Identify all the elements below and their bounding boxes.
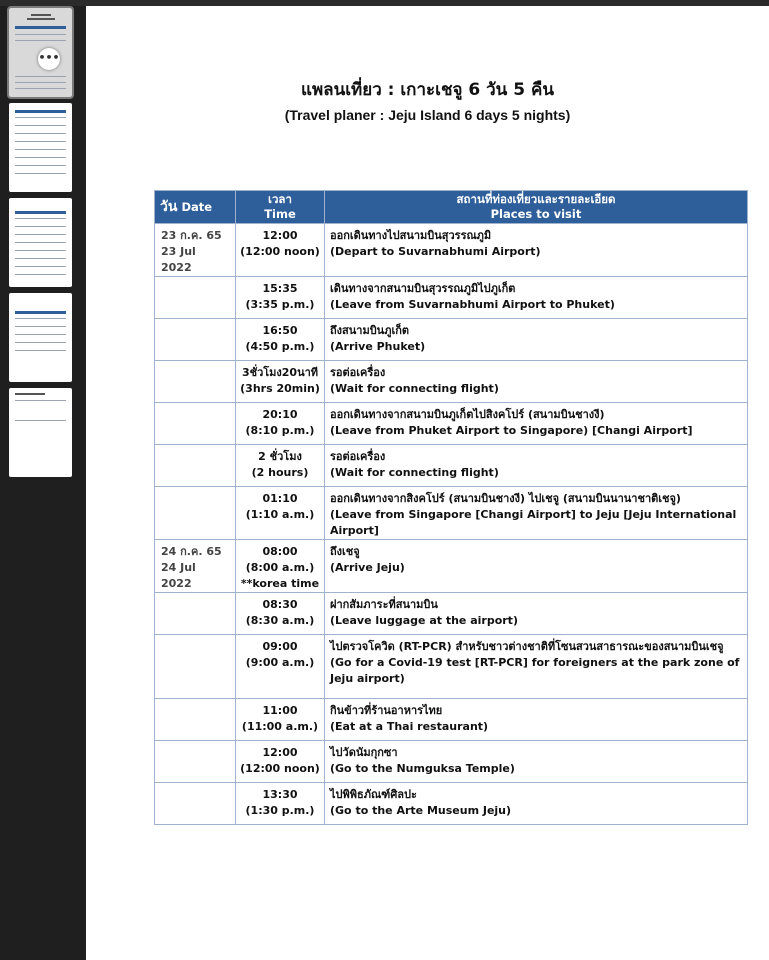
time-column-header: เวลา Time (236, 191, 325, 224)
place-cell-line: (Leave from Suvarnabhumi Airport to Phuket) (330, 298, 615, 311)
time-cell (236, 635, 325, 699)
date-cell (155, 783, 236, 825)
place-cell (325, 224, 748, 277)
date-cell (155, 593, 236, 635)
time-cell-line: 16:50 (262, 324, 298, 337)
place-cell-line: กินข้าวที่ร้านอาหารไทย (330, 704, 443, 717)
time-cell-line: 08:30 (262, 598, 298, 611)
place-cell (325, 635, 748, 699)
time-cell-line: 01:10 (262, 492, 298, 505)
date-cell-line: 24 Jul 2022 (161, 561, 196, 590)
date-cell-line: 24 ก.ค. 65 (161, 545, 222, 558)
place-cell-line: (Arrive Phuket) (330, 340, 426, 353)
time-cell-line: (2 hours) (251, 466, 309, 479)
table-header-row (155, 191, 748, 224)
time-cell-line: **korea time (240, 577, 320, 590)
place-cell-line: (Leave from Singapore [Changi Airport] to Jeju [Jeju International Airport] (330, 508, 737, 537)
place-cell-line: เดินทางจากสนามบินสุวรรณภูมิไปภูเก็ต (330, 282, 516, 295)
place-cell-line: ถึงเชจู (330, 545, 360, 558)
place-cell (325, 783, 748, 825)
page-thumbnail-1[interactable] (9, 8, 72, 97)
place-cell-line: (Depart to Suvarnabhumi Airport) (330, 245, 541, 258)
date-cell (155, 487, 236, 540)
time-cell (236, 487, 325, 540)
date-cell (155, 224, 236, 277)
place-cell (325, 277, 748, 319)
document-page (86, 6, 769, 960)
page-thumbnail-3[interactable] (9, 198, 72, 287)
time-cell (236, 361, 325, 403)
date-cell (155, 635, 236, 699)
time-cell (236, 783, 325, 825)
time-cell-line: (8:30 a.m.) (245, 614, 315, 627)
place-cell-line: (Leave from Phuket Airport to Singapore) [Changi Airport] (330, 424, 693, 437)
place-cell-line: ไปพิพิธภัณฑ์ศิลปะ (330, 788, 417, 801)
time-cell-line: (9:00 a.m.) (245, 656, 315, 669)
time-cell-line: (12:00 noon) (240, 762, 320, 775)
time-cell-line: (1:10 a.m.) (245, 508, 315, 521)
time-cell (236, 741, 325, 783)
place-cell (325, 699, 748, 741)
date-cell-line: 23 Jul 2022 (161, 245, 196, 274)
table-row (155, 783, 748, 825)
page-thumbnail-4[interactable] (9, 293, 72, 382)
date-cell (155, 445, 236, 487)
place-cell-line: ไปตรวจโควิด (RT-PCR) สำหรับชาวต่างชาติที่โซนสวนสาธารณะของสนามบินเชจู (330, 640, 724, 653)
place-column-header: สถานที่ท่องเที่ยวและรายละเอียด Places to visit (325, 191, 748, 224)
place-cell (325, 487, 748, 540)
table-row (155, 540, 748, 593)
page-title-thai: แพลนเที่ยว : เกาะเชจู 6 วัน 5 คืน (301, 80, 554, 100)
table-row (155, 445, 748, 487)
time-cell-line: 20:10 (262, 408, 298, 421)
place-cell-line: (Wait for connecting flight) (330, 466, 499, 479)
table-row (155, 277, 748, 319)
date-cell (155, 319, 236, 361)
place-cell-line: (Wait for connecting flight) (330, 382, 499, 395)
table-row (155, 699, 748, 741)
place-cell (325, 540, 748, 593)
time-cell (236, 224, 325, 277)
date-column-header: วัน Date (155, 191, 236, 224)
place-cell (325, 741, 748, 783)
time-cell-line: 08:00 (262, 545, 298, 558)
place-cell (325, 445, 748, 487)
table-row (155, 361, 748, 403)
time-cell (236, 403, 325, 445)
time-cell-line: 2 ชั่วโมง (258, 450, 302, 463)
place-cell-line: ไปวัดนัมกุกซา (330, 746, 398, 759)
date-cell (155, 277, 236, 319)
date-cell (155, 540, 236, 593)
page-thumbnail-sidebar (0, 6, 86, 960)
time-cell (236, 540, 325, 593)
date-cell (155, 361, 236, 403)
place-cell-line: ฝากสัมภาระที่สนามบิน (330, 598, 438, 611)
time-cell (236, 319, 325, 361)
page-title-english: (Travel planer : Jeju Island 6 days 5 nights) (284, 107, 571, 123)
date-cell (155, 699, 236, 741)
time-cell-line: (3hrs 20min) (240, 382, 320, 395)
time-cell-line: (8:00 a.m.) (245, 561, 315, 574)
time-cell-line: 09:00 (262, 640, 298, 653)
place-cell-line: รอต่อเครื่อง (330, 366, 386, 379)
table-row (155, 403, 748, 445)
time-cell-line: (12:00 noon) (240, 245, 320, 258)
table-row (155, 487, 748, 540)
place-cell (325, 361, 748, 403)
time-cell-line: (1:30 p.m.) (245, 804, 315, 817)
itinerary-table (154, 190, 748, 825)
place-cell-line: ออกเดินทางจากสนามบินภูเก็ตไปสิงคโปร์ (สนามบินชางงี) (330, 408, 605, 421)
place-cell-line: ออกเดินทางจากสิงคโปร์ (สนามบินชางงี) ไปเชจู (สนามบินนานาชาติเชจู) (330, 492, 681, 505)
place-cell-line: (Leave luggage at the airport) (330, 614, 518, 627)
place-cell (325, 319, 748, 361)
page-thumbnail-5[interactable] (9, 388, 72, 477)
time-cell (236, 699, 325, 741)
place-cell-line: (Go for a Covid-19 test [RT-PCR] for foreigners at the park zone of Jeju airport) (330, 656, 740, 685)
time-cell-line: 12:00 (262, 746, 298, 759)
table-row (155, 224, 748, 277)
time-cell-line: (11:00 a.m.) (241, 720, 319, 733)
place-cell-line: (Go to the Arte Museum Jeju) (330, 804, 512, 817)
place-cell-line: (Arrive Jeju) (330, 561, 405, 574)
time-cell-line: (3:35 p.m.) (245, 298, 315, 311)
date-cell (155, 741, 236, 783)
time-cell-line: 15:35 (262, 282, 298, 295)
time-cell-line: 3ชั่วโมง20นาที (241, 366, 319, 379)
table-row (155, 635, 748, 699)
place-cell-line: ออกเดินทางไปสนามบินสุวรรณภูมิ (330, 229, 492, 242)
time-cell-line: 13:30 (262, 788, 298, 801)
page-thumbnail-2[interactable] (9, 103, 72, 192)
time-cell (236, 277, 325, 319)
time-cell-line: 11:00 (262, 704, 298, 717)
more-options-button[interactable]: ••• (38, 48, 60, 70)
table-row (155, 741, 748, 783)
place-cell (325, 403, 748, 445)
place-cell-line: (Eat at a Thai restaurant) (330, 720, 489, 733)
table-row (155, 593, 748, 635)
place-cell-line: (Go to the Numguksa Temple) (330, 762, 515, 775)
place-cell-line: รอต่อเครื่อง (330, 450, 386, 463)
time-cell-line: (8:10 p.m.) (245, 424, 315, 437)
time-cell-line: 12:00 (262, 229, 298, 242)
table-row (155, 319, 748, 361)
place-cell-line: ถึงสนามบินภูเก็ต (330, 324, 410, 337)
time-cell (236, 593, 325, 635)
time-cell (236, 445, 325, 487)
date-cell (155, 403, 236, 445)
time-cell-line: (4:50 p.m.) (245, 340, 315, 353)
date-cell-line: 23 ก.ค. 65 (161, 229, 222, 242)
place-cell (325, 593, 748, 635)
